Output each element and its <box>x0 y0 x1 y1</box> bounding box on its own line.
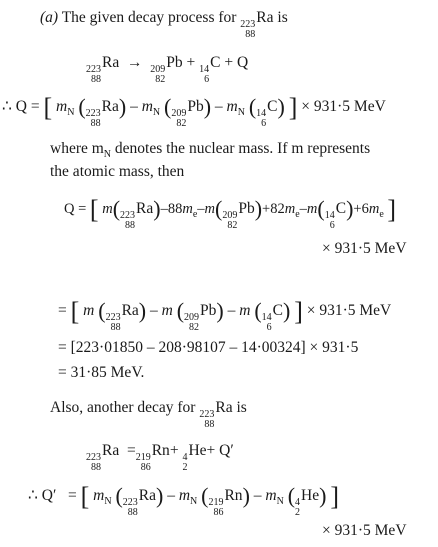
q-atomic-equation: Q = [ m( 223 88 $Ra)-88m_e-m$( 209 82 $Pb)+82m_e-m$( 14 6 $C)+6m_e$ ] <box>64 195 397 231</box>
intro-line <box>40 9 288 40</box>
intro-text: The given decay process for <box>61 9 237 26</box>
q-simplified-equation: = [ m ( 223 88 Ra) – m ( 209 82 Pb) – m ( 14 6 C) ] × 931·5 MeV <box>58 297 392 333</box>
mev-factor-1: × 931·5 MeV <box>322 240 407 257</box>
arrow-icon: → <box>123 54 147 71</box>
mev-factor-2: × 931·5 MeV <box>322 522 407 539</box>
qprime-equation: ∴ Q′ = [ $m_N$ ( 223 88 $Ra) - m_N$ ( 219 86 $Rn) - m_N$ ( 4 2 He) ] <box>28 482 339 518</box>
nuclide-ra: 223 88 Ra <box>86 54 120 85</box>
nuclide-c: 14 6 C <box>199 54 221 85</box>
q-nuclear-equation: ∴ Q = [ $m_N$ ( 223 88 $Ra) - m_N$ ( 209 82 $Pb) - m_N$ ( 14 6 C) ] × 931·5 MeV <box>2 93 386 129</box>
also-line: Also, another decay for 223 88 Ra is <box>50 399 247 430</box>
numeric-line: = [223·01850 – 208·98107 – 14·00324] × 931·5 <box>58 339 359 356</box>
reaction-line: 223 88 Ra → 209 82 Pb + 14 6 C + Q <box>86 54 249 85</box>
result-line: = 31·85 MeV. <box>58 364 145 381</box>
q-symbol: Q <box>236 54 249 71</box>
where-line: where $m_N$ denotes the nuclear mass. If m represents <box>50 140 371 160</box>
atomic-line: the atomic mass, then <box>50 163 185 180</box>
nuclide-ra: 223 88 Ra <box>240 9 274 40</box>
is-word: is <box>277 9 288 26</box>
part-label: (a) <box>40 9 59 26</box>
nuclide-pb: 209 82 Pb <box>150 54 183 85</box>
reaction2-line: 223 88 Ra = 219 86 Rn+ 4 2 He+ Q′ <box>86 442 234 473</box>
